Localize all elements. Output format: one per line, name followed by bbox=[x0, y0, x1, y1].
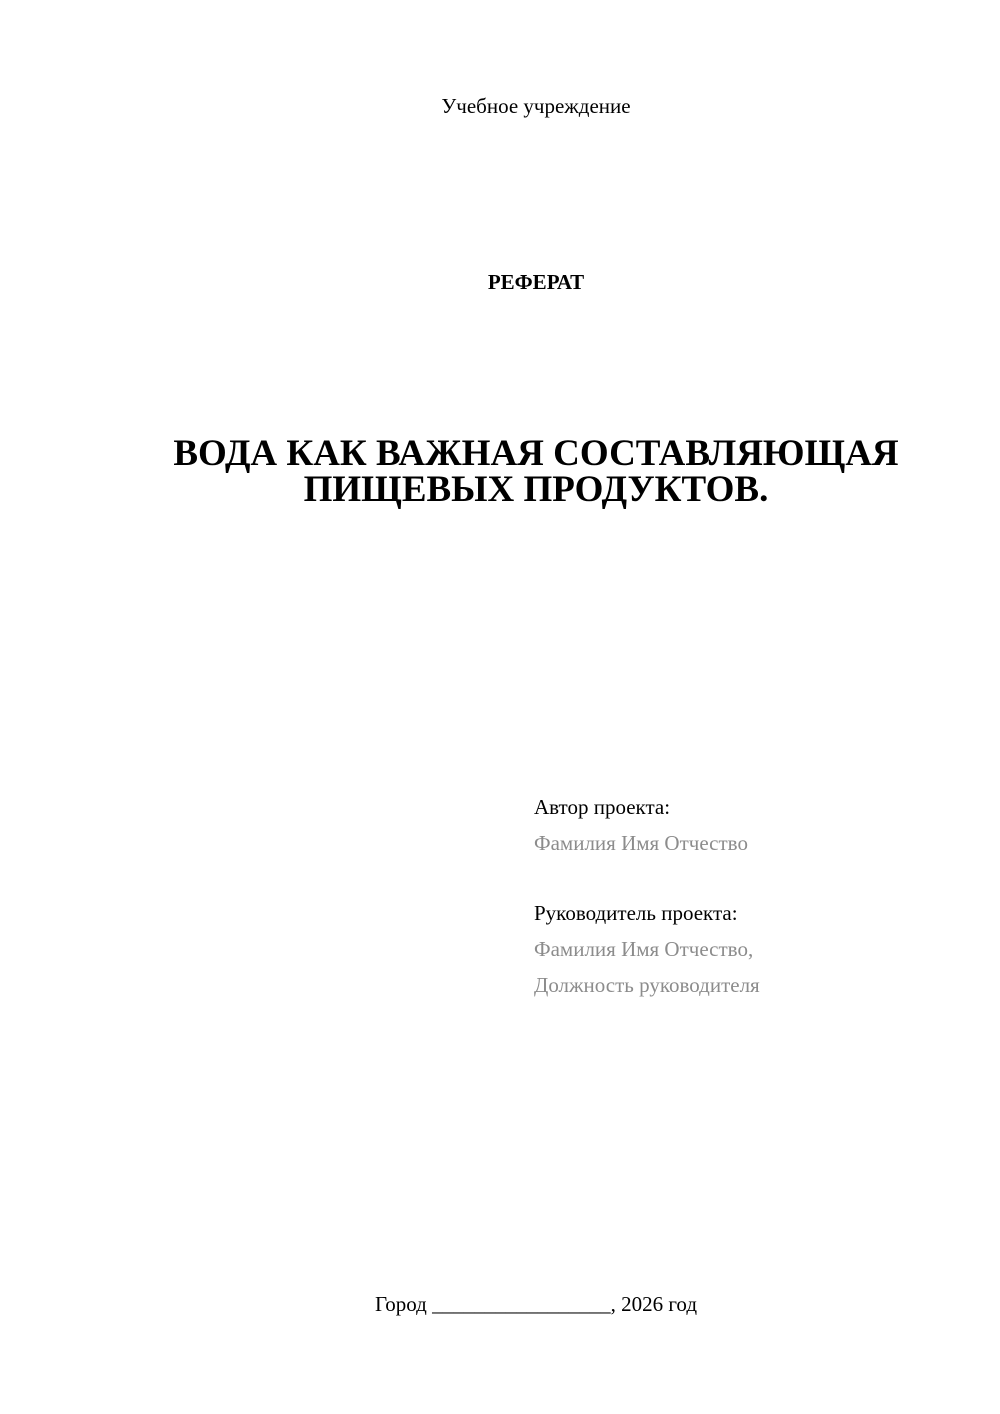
credits-spacer bbox=[534, 861, 974, 895]
document-title-line-2: ПИЩЕВЫХ ПРОДУКТОВ. bbox=[303, 469, 769, 510]
city-year-line: Город _________________, 2026 год bbox=[374, 1292, 698, 1316]
document-title bbox=[120, 433, 952, 510]
supervisor-name: Фамилия Имя Отчество, bbox=[534, 937, 754, 961]
document-title-line-1: ВОДА КАК ВАЖНАЯ СОСТАВЛЯЮЩАЯ bbox=[173, 433, 899, 474]
supervisor-position: Должность руководителя bbox=[534, 973, 760, 997]
supervisor-label: Руководитель проекта: bbox=[534, 901, 738, 925]
institution-name: Учебное учреждение bbox=[441, 94, 631, 118]
credits-block bbox=[534, 789, 974, 1003]
author-label: Автор проекта: bbox=[534, 795, 671, 819]
author-name: Фамилия Имя Отчество bbox=[534, 831, 748, 855]
document-type: РЕФЕРАТ bbox=[487, 270, 585, 294]
